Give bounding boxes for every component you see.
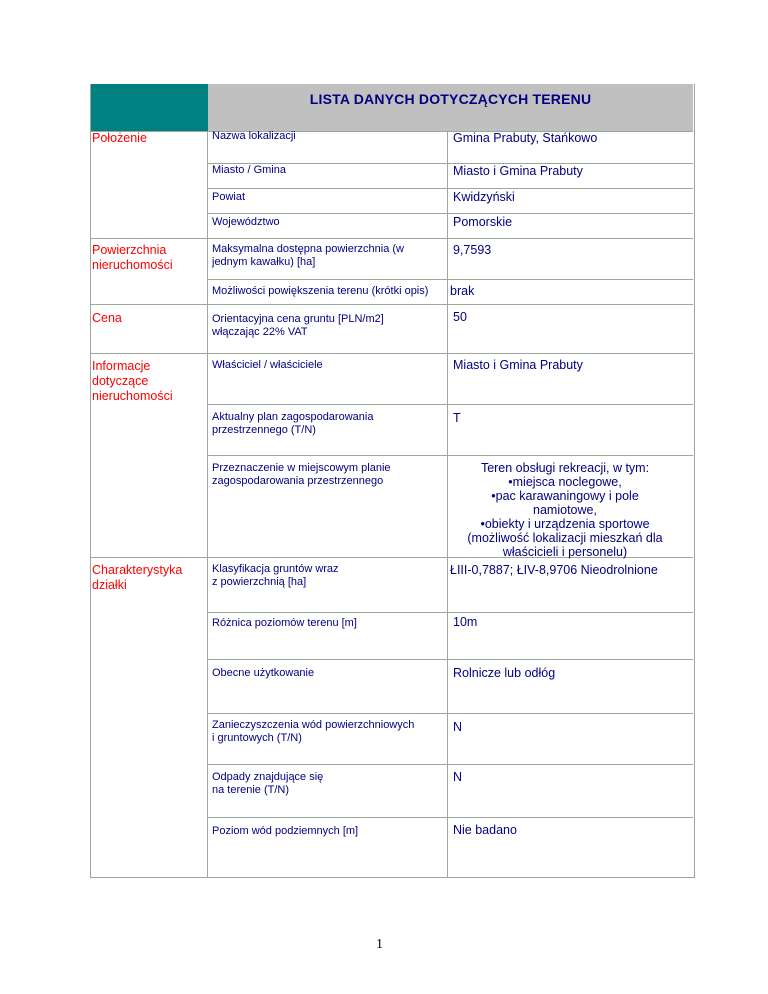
row-divider: [207, 817, 693, 818]
bullet-icon: •: [508, 475, 513, 489]
row-label: Różnica poziomów terenu [m]: [212, 617, 357, 629]
row-value: Miasto i Gmina Prabuty: [453, 358, 583, 372]
category-informacje: Informacje dotyczące nieruchomości: [92, 359, 173, 403]
category-polozenie: Położenie: [92, 131, 147, 145]
page-title: LISTA DANYCH DOTYCZĄCYCH TERENU: [309, 91, 592, 107]
column-divider-1: [207, 131, 208, 877]
row-label: Przeznaczenie w miejscowym planie zagospodarowania przestrzennego: [212, 462, 391, 487]
page-number: 1: [376, 937, 383, 952]
row-label: Orientacyjna cena gruntu [PLN/m2] włączając 22% VAT: [212, 313, 384, 338]
row-value: Miasto i Gmina Prabuty: [453, 164, 583, 178]
row-label: Aktualny plan zagospodarowania przestrzennego (T/N): [212, 411, 374, 436]
row-label: Odpady znajdujące się na terenie (T/N): [212, 771, 324, 796]
row-value: Pomorskie: [453, 215, 513, 229]
row-label: Miasto / Gmina: [212, 164, 286, 176]
row-value: N: [453, 770, 463, 784]
category-cena: Cena: [92, 311, 122, 325]
row-value: 10m: [453, 615, 478, 629]
row-divider: [90, 304, 693, 305]
row-value: N: [453, 720, 463, 734]
row-value: 9,7593: [453, 243, 492, 257]
row-value-multiline: Teren obsługi rekreacji, w tym: •miejsca noclegowe, •pac karawaningowy i pole namiotowe, •obiekty i urządzenia sportowe (możliwość lokalizacji mieszkań dla właścicieli i personelu): [467, 461, 663, 559]
row-label: Możliwości powiększenia terenu (krótki opis): [212, 285, 429, 297]
row-label: Właściciel / właściciele: [212, 359, 323, 371]
row-label: Województwo: [212, 216, 280, 228]
row-value: ŁIII-0,7887; ŁIV-8,9706 Nieodrolnione: [450, 563, 658, 577]
row-value: 50: [453, 310, 467, 324]
row-divider: [207, 764, 693, 765]
row-label: Poziom wód podziemnych [m]: [212, 825, 359, 837]
row-value: Rolnicze lub odłóg: [453, 666, 556, 680]
row-divider: [207, 404, 693, 405]
row-value: Nie badano: [453, 823, 517, 837]
category-powierzchnia: Powierzchnia nieruchomości: [92, 243, 173, 272]
bullet-icon: •: [491, 489, 496, 503]
row-value: brak: [450, 284, 475, 298]
bullet-icon: •: [480, 517, 485, 531]
row-divider: [207, 612, 693, 613]
row-divider: [90, 238, 693, 239]
row-label: Powiat: [212, 191, 246, 203]
row-divider: [207, 188, 693, 189]
row-value: T: [453, 411, 461, 425]
row-value: Kwidzyński: [453, 190, 515, 204]
row-label: Maksymalna dostępna powierzchnia (w jednym kawałku) [ha]: [212, 243, 404, 268]
row-divider: [207, 279, 693, 280]
row-value: Gmina Prabuty, Stańkowo: [453, 131, 598, 145]
row-label: Zanieczyszczenia wód powierzchniowych i gruntowych (T/N): [212, 719, 415, 744]
row-label: Nazwa lokalizacji: [212, 130, 296, 142]
category-charakterystyka: Charakterystyka działki: [92, 563, 183, 592]
row-divider: [207, 659, 693, 660]
row-divider: [207, 213, 693, 214]
row-divider: [207, 713, 693, 714]
row-divider: [90, 353, 693, 354]
row-label: Klasyfikacja gruntów wraz z powierzchnią [ha]: [212, 563, 339, 588]
row-label: Obecne użytkowanie: [212, 667, 315, 679]
row-divider: [207, 455, 693, 456]
